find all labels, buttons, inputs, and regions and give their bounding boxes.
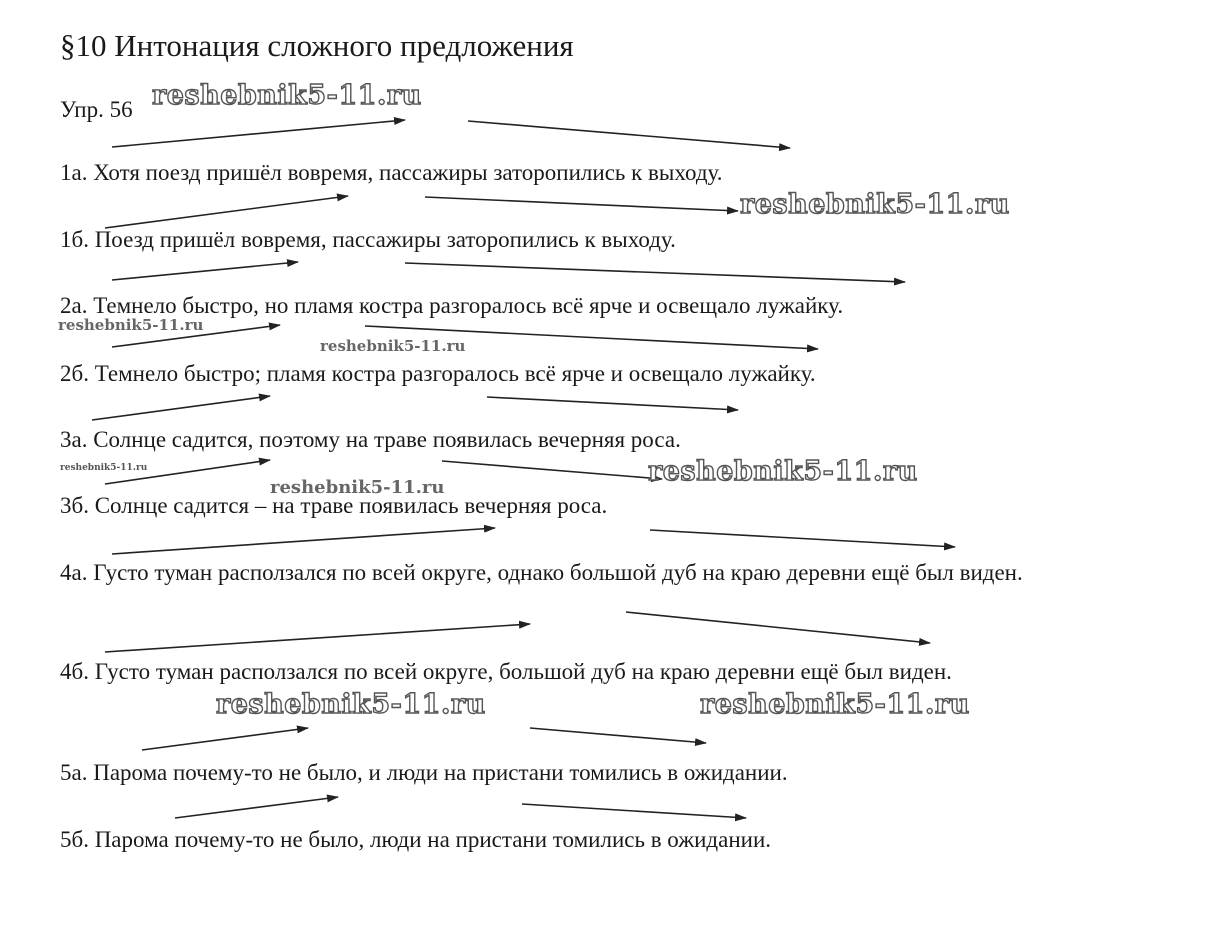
watermark: reshebnik5-11.ru (58, 316, 204, 334)
watermark: reshebnik5-11.ru (216, 689, 486, 720)
arrow-fall-3a (487, 397, 738, 410)
watermark: reshebnik5-11.ru (740, 189, 1010, 220)
watermark: reshebnik5-11.ru (320, 337, 466, 355)
watermark: reshebnik5-11.ru (270, 477, 445, 498)
page-title: §10 Интонация сложного предложения (60, 28, 574, 63)
sentence-4a: 4а. Густо туман расползался по всей округе, однако большой дуб на краю деревни ещё был виден. (60, 560, 1023, 585)
arrow-fall-4a (650, 530, 955, 547)
sentence-3b: 3б. Солнце садится – на траве появилась вечерняя роса. (60, 493, 608, 518)
watermark: reshebnik5-11.ru (700, 689, 970, 720)
arrow-rise-1b (105, 196, 348, 228)
watermark: reshebnik5-11.ru (648, 456, 918, 487)
arrow-fall-5b (522, 804, 746, 818)
sentence-2b: 2б. Темнело быстро; пламя костра разгоралось всё ярче и освещало лужайку. (60, 361, 816, 386)
sentence-3a: 3а. Солнце садится, поэтому на траве появилась вечерняя роса. (60, 427, 681, 452)
sentence-1a: 1а. Хотя поезд пришёл вовремя, пассажиры заторопились к выходу. (60, 160, 723, 185)
arrow-fall-4b (626, 612, 930, 643)
watermark: reshebnik5-11.ru (60, 463, 148, 473)
arrow-rise-2a (112, 262, 298, 280)
arrow-fall-1a (468, 121, 790, 148)
arrow-rise-3a (92, 396, 270, 420)
arrow-fall-3b (442, 461, 662, 479)
sentence-4b: 4б. Густо туман расползался по всей округе, большой дуб на краю деревни ещё был виден. (60, 659, 952, 684)
arrow-fall-1b (425, 197, 738, 211)
watermark: reshebnik5-11.ru (152, 80, 422, 111)
sentence-2a: 2а. Темнело быстро, но пламя костра разгоралось всё ярче и освещало лужайку. (60, 293, 844, 318)
arrow-rise-1a (112, 120, 405, 147)
sentence-5a: 5а. Парома почему-то не было, и люди на пристани томились в ожидании. (60, 760, 788, 785)
arrow-rise-5b (175, 797, 338, 818)
arrow-fall-2a (405, 263, 905, 282)
arrow-rise-4b (105, 624, 530, 652)
arrow-rise-4a (112, 528, 495, 554)
sentence-1b: 1б. Поезд пришёл вовремя, пассажиры заторопились к выходу. (60, 227, 676, 252)
exercise-label: Упр. 56 (60, 97, 133, 122)
arrow-fall-5a (530, 728, 706, 743)
sentence-5b: 5б. Парома почему-то не было, люди на пристани томились в ожидании. (60, 827, 772, 852)
arrow-rise-5a (142, 728, 308, 750)
